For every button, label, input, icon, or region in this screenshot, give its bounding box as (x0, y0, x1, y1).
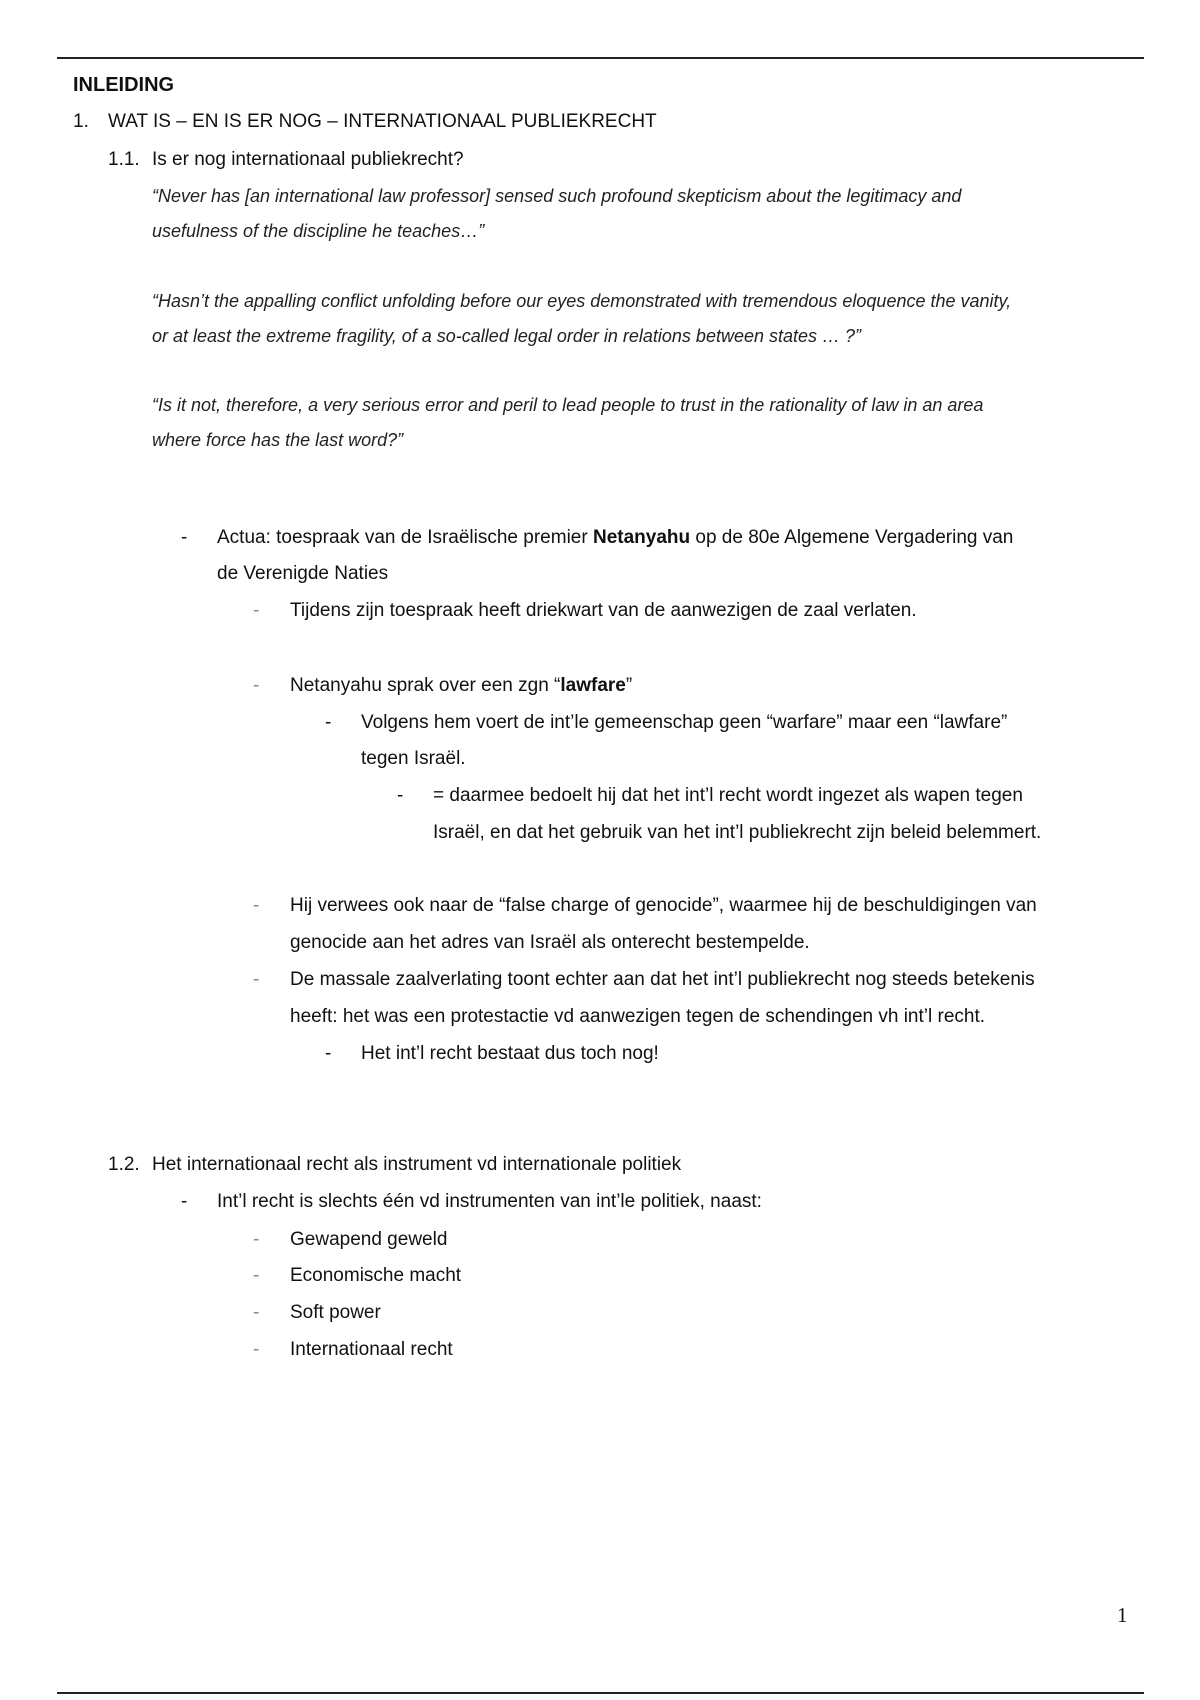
lawfare-sub-line-2: tegen Israël. (361, 748, 466, 769)
actua-line-2: de Verenigde Naties (217, 563, 389, 584)
lawfare-explanation-line-1: = daarmee bedoelt hij dat het int’l recht wordt ingezet als wapen tegen (433, 785, 1023, 806)
subsection-1-1-title: Is er nog internationaal publiekrecht? (152, 149, 464, 170)
quote-2-line-1: “Hasn’t the appalling conflict unfolding before our eyes demonstrated with tremendous eloquence the vanity, (152, 291, 1012, 311)
list-item: Gewapend geweld (290, 1229, 448, 1250)
subsection-1-2-title: Het internationaal recht als instrument vd internationale politiek (152, 1154, 682, 1175)
lawfare-post: ” (625, 675, 633, 696)
bottom-rule (57, 1692, 1144, 1694)
actua-text-post: op de 80e Algemene Vergadering van (690, 527, 1014, 548)
actua-line-1 (217, 526, 1013, 550)
massale-line-2: heeft: het was een protestactie vd aanwezigen tegen de schendingen vh int’l recht. (290, 1006, 986, 1027)
lawfare-line (290, 674, 632, 698)
quote-3-line-1: “Is it not, therefore, a very serious error and peril to lead people to trust in the rationality of law in an area (152, 395, 984, 415)
section-1-title: WAT IS – EN IS ER NOG – INTERNATIONAAL PUBLIEKRECHT (108, 111, 657, 132)
bullet-dash: - (325, 712, 332, 733)
actua-bold-name: Netanyahu (592, 527, 691, 548)
document-heading: INLEIDING (73, 74, 175, 96)
actua-text-pre: Actua: toespraak van de Israëlische premier (217, 527, 593, 548)
conclusion-text: Het int’l recht bestaat dus toch nog! (361, 1043, 659, 1064)
subsection-1-1-number: 1.1. (108, 149, 140, 170)
bullet-dash: - (253, 895, 260, 916)
lawfare-explanation-line-2: Israël, en dat het gebruik van het int’l publiekrecht zijn beleid belemmert. (433, 822, 1042, 843)
bullet-dash: - (253, 969, 260, 990)
top-rule (57, 57, 1144, 59)
massale-line-1: De massale zaalverlating toont echter aan dat het int’l publiekrecht nog steeds betekenis (290, 969, 1035, 990)
quote-3-line-2: where force has the last word?” (152, 430, 404, 450)
bullet-dash: - (253, 1265, 260, 1286)
page-number: 1 (1117, 1603, 1128, 1627)
list-item: Internationaal recht (290, 1339, 453, 1360)
bullet-dash: - (253, 1302, 260, 1323)
bullet-dash: - (253, 1339, 260, 1360)
lawfare-bold: lawfare (560, 675, 626, 696)
list-item: Soft power (290, 1302, 381, 1323)
bullet-dash: - (253, 1229, 260, 1250)
section-1-number: 1. (73, 111, 89, 132)
lawfare-pre: Netanyahu sprak over een zgn “ (290, 675, 561, 696)
bullet-dash: - (253, 600, 260, 621)
quote-2-line-2: or at least the extreme fragility, of a so-called legal order in relations between states … ?” (152, 326, 862, 346)
bullet-dash: - (253, 675, 260, 696)
subsection-1-2-number: 1.2. (108, 1154, 140, 1175)
quote-1-line-1: “Never has [an international law professor] sensed such profound skepticism about the legitimacy and (152, 186, 962, 206)
bullet-dash: - (181, 1191, 188, 1212)
bullet-dash: - (325, 1043, 332, 1064)
genocide-line-1: Hij verwees ook naar de “false charge of genocide”, waarmee hij de beschuldigingen van (290, 895, 1037, 916)
quote-1-line-2: usefulness of the discipline he teaches…” (152, 221, 485, 241)
genocide-line-2: genocide aan het adres van Israël als onterecht bestempelde. (290, 932, 810, 953)
walkout-text: Tijdens zijn toespraak heeft driekwart van de aanwezigen de zaal verlaten. (290, 600, 917, 621)
bullet-dash: - (397, 785, 404, 806)
bullet-dash: - (181, 527, 188, 548)
list-item: Economische macht (290, 1265, 462, 1286)
lawfare-sub-line-1: Volgens hem voert de int’le gemeenschap geen “warfare” maar een “lawfare” (361, 712, 1008, 733)
instruments-intro: Int’l recht is slechts één vd instrumenten van int’le politiek, naast: (217, 1191, 762, 1212)
